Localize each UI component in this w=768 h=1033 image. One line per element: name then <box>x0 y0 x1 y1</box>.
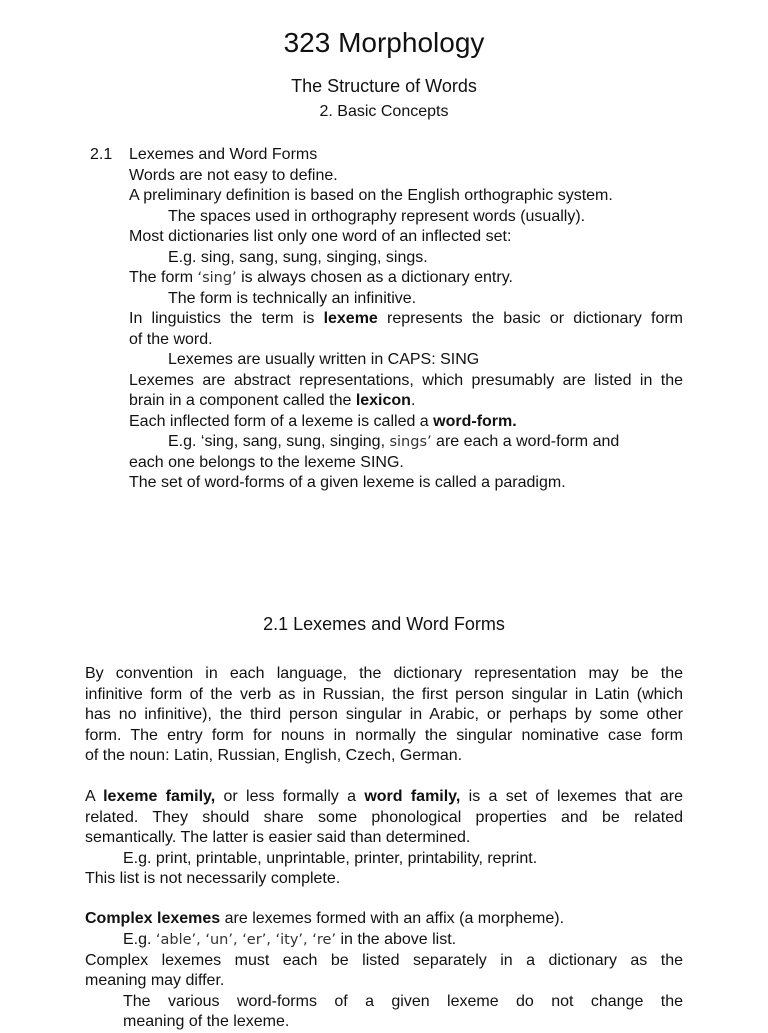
paragraph-line: form. The entry form for nouns in normally the singular nominative case form <box>85 726 683 744</box>
text-segment: or less formally a <box>215 788 365 805</box>
text-line <box>129 412 517 433</box>
text-segment: represents the basic or dictionary form <box>377 310 683 327</box>
text-line: Lexemes are abstract representations, which presumably are listed in the <box>129 371 683 389</box>
section-heading-2: 2.1 Lexemes and Word Forms <box>263 614 505 634</box>
section-heading: Lexemes and Word Forms <box>129 146 318 163</box>
text-segment: in the above list. <box>336 931 457 948</box>
text-segment: E.g. <box>123 931 156 948</box>
text-segment: Each inflected form of a lexeme is called a <box>129 412 434 430</box>
bold-term: word-form. <box>433 412 517 430</box>
page-subtitle: The Structure of Words <box>291 76 477 96</box>
page-title: 323 Morphology <box>283 27 485 58</box>
paragraph-line: This list is not necessarily complete. <box>85 870 341 887</box>
paragraph-line: semantically. The latter is easier said than determined. <box>85 829 471 846</box>
paragraph-line <box>85 787 683 808</box>
text-line: Words are not easy to define. <box>129 166 338 184</box>
text-line: Most dictionaries list only one word of an inflected set: <box>129 228 512 245</box>
text-line: The form is technically an infinitive. <box>168 289 417 307</box>
text-line: The set of word-forms of a given lexeme is called a paradigm. <box>129 474 566 491</box>
text-segment: is a set of lexemes that are <box>460 788 684 805</box>
text-segment: The form <box>129 269 198 286</box>
text-line <box>168 432 619 453</box>
text-line <box>129 309 683 330</box>
paragraph-line <box>85 909 564 930</box>
paragraph-line: related. They should share some phonological properties and be related <box>85 808 683 826</box>
paragraph-line: meaning of the lexeme. <box>123 1013 290 1030</box>
paragraph-line: E.g. print, printable, unprintable, printer, printability, reprint. <box>123 849 538 867</box>
text-segment: In linguistics the term is <box>129 310 324 327</box>
text-segment: brain in a component called the <box>129 392 356 409</box>
text-segment: A <box>85 788 104 805</box>
bold-term: lexeme <box>323 310 378 327</box>
paragraph-line: The various word-forms of a given lexeme do not change the <box>123 992 683 1010</box>
bold-term: lexicon <box>355 392 411 409</box>
text-line <box>129 391 415 412</box>
text-line: A preliminary definition is based on the English orthographic system. <box>129 187 613 204</box>
section-title: 2. Basic Concepts <box>319 103 449 120</box>
paragraph-line: meaning may differ. <box>85 972 225 989</box>
text-line: each one belongs to the lexeme SING. <box>129 453 404 471</box>
text-segment: are lexemes formed with an affix (a morpheme). <box>220 910 565 927</box>
bold-term: Complex lexemes <box>85 910 221 927</box>
paragraph-line: has no infinitive), the third person singular in Arabic, or perhaps by some other <box>85 706 683 723</box>
bold-term: word family, <box>364 788 461 805</box>
paragraph-line: Complex lexemes must each be listed separately in a dictionary as the <box>85 951 683 969</box>
quoted-term: sings’ <box>389 434 432 450</box>
paragraph-line: By convention in each language, the dictionary representation may be the <box>85 665 683 682</box>
text-line: of the word. <box>129 330 213 348</box>
text-line: E.g. sing, sang, sung, singing, sings. <box>168 248 428 266</box>
paragraph-line <box>123 930 456 951</box>
bold-term: lexeme family, <box>103 788 216 805</box>
text-segment: . <box>410 392 416 409</box>
text-line <box>129 268 513 289</box>
quoted-term: ‘able’, ‘un’, ‘er’, ‘ity’, ‘re’ <box>155 932 337 948</box>
text-segment: are each a word-form and <box>431 433 620 450</box>
quoted-term: ‘sing’ <box>197 270 237 286</box>
section-number: 2.1 <box>90 146 113 163</box>
paragraph-line: of the noun: Latin, Russian, English, Czech, German. <box>85 747 463 764</box>
text-line: Lexemes are usually written in CAPS: SING <box>168 351 480 368</box>
text-line: The spaces used in orthography represent words (usually). <box>168 207 586 225</box>
text-segment: is always chosen as a dictionary entry. <box>236 269 513 286</box>
paragraph-line: infinitive form of the verb as in Russian, the first person singular in Latin (which <box>85 685 683 703</box>
text-segment: E.g. ‘sing, sang, sung, singing, <box>168 433 390 450</box>
